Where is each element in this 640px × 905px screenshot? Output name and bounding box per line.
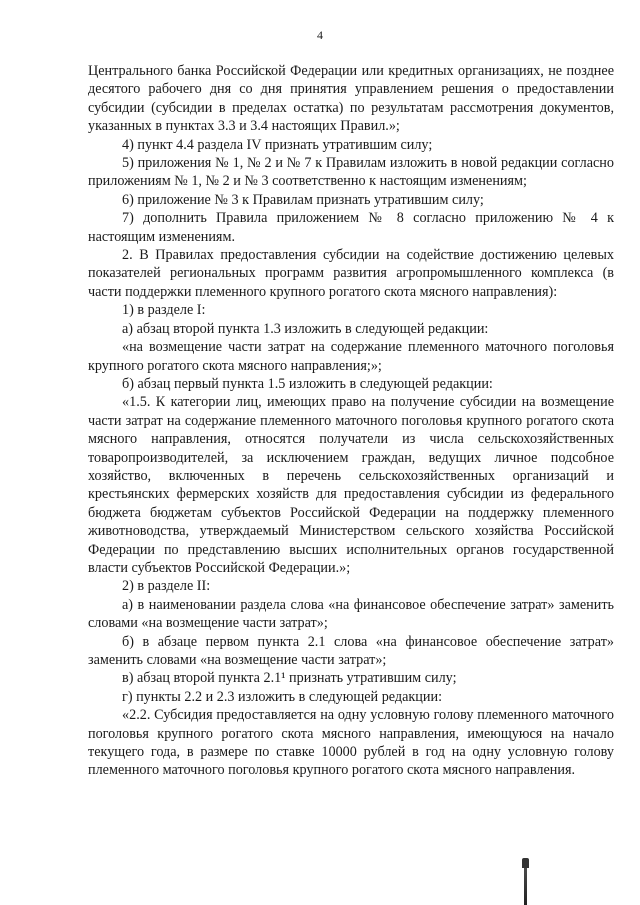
paragraph: а) абзац второй пункта 1.3 изложить в следующей редакции: — [122, 320, 489, 337]
paragraph: 4) пункт 4.4 раздела IV признать утратившим силу; — [122, 136, 433, 153]
scan-artifact — [524, 858, 527, 905]
paragraph: 5) приложения № 1, № 2 и № 7 к Правилам изложить в новой редакции согласно приложениям № 1, № 2 и № 3 соответственно к настоящим изменениям; — [88, 155, 614, 190]
paragraph: 2. В Правилах предоставления субсидии на содействие достижению целевых показателей региональных программ развития агропромышленного комплекса (в части поддержки племенного крупного рогатого скота мясного направления): — [88, 247, 614, 300]
paragraph: в) абзац второй пункта 2.1¹ признать утратившим силу; — [122, 670, 457, 687]
paragraph: «1.5. К категории лиц, имеющих право на получение субсидии на возмещение части затрат на содержание племенного маточного поголовья крупного рогатого скота мясного направления, относятся получатели из числа сельскохозяйственных товаропроизводителей, за исключением граждан, ведущих личное подсобное хозяйство, включенных в перечень сельскохозяйственных организаций и крестьянских фермерских хозяйств для предоставления субсидии из федерального бюджета бюджетам субъектов Российской Федерации на поддержку племенного животноводства, утверждаемый Министерством сельского хозяйства Российской Федерации по представлению высших исполнительных органов государственной власти субъектов Российской Федерации.»; — [88, 394, 614, 576]
paragraph: а) в наименовании раздела слова «на финансовое обеспечение затрат» заменить словами «на возмещение части затрат»; — [88, 596, 614, 632]
paragraph: 6) приложение № 3 к Правилам признать утратившим силу; — [122, 191, 484, 208]
paragraph: г) пункты 2.2 и 2.3 изложить в следующей редакции: — [122, 688, 443, 705]
document-body — [88, 62, 614, 780]
paragraph: «2.2. Субсидия предоставляется на одну условную голову племенного маточного поголовья крупного рогатого скота мясного направления, имеющуюся на начало текущего года, в размере по ставке 10000 рублей в год на одну условную голову племенного маточного поголовья крупного рогатого скота мясного направления. — [88, 707, 614, 779]
paragraph: 1) в разделе I: — [122, 302, 206, 319]
paragraph: «на возмещение части затрат на содержание племенного маточного поголовья крупного рогатого скота мясного направления;»; — [88, 339, 614, 374]
paragraph: 7) дополнить Правила приложением № 8 согласно приложению № 4 к настоящим изменениям. — [88, 210, 614, 245]
paragraph: Центрального банка Российской Федерации или кредитных организациях, не позднее десятого рабочего дня со дня принятия управлением решения о предоставлении субсидии (субсидии в пределах остатка) по результатам рассмотрения документов, указанных в пунктах 3.3 и 3.4 настоящих Правил.»; — [88, 63, 614, 135]
paragraph: 2) в разделе II: — [122, 578, 211, 595]
paragraph: б) в абзаце первом пункта 2.1 слова «на финансовое обеспечение затрат» заменить словами «на возмещение части затрат»; — [88, 633, 614, 668]
page-number: 4 — [317, 28, 323, 42]
paragraph: б) абзац первый пункта 1.5 изложить в следующей редакции: — [122, 375, 493, 392]
